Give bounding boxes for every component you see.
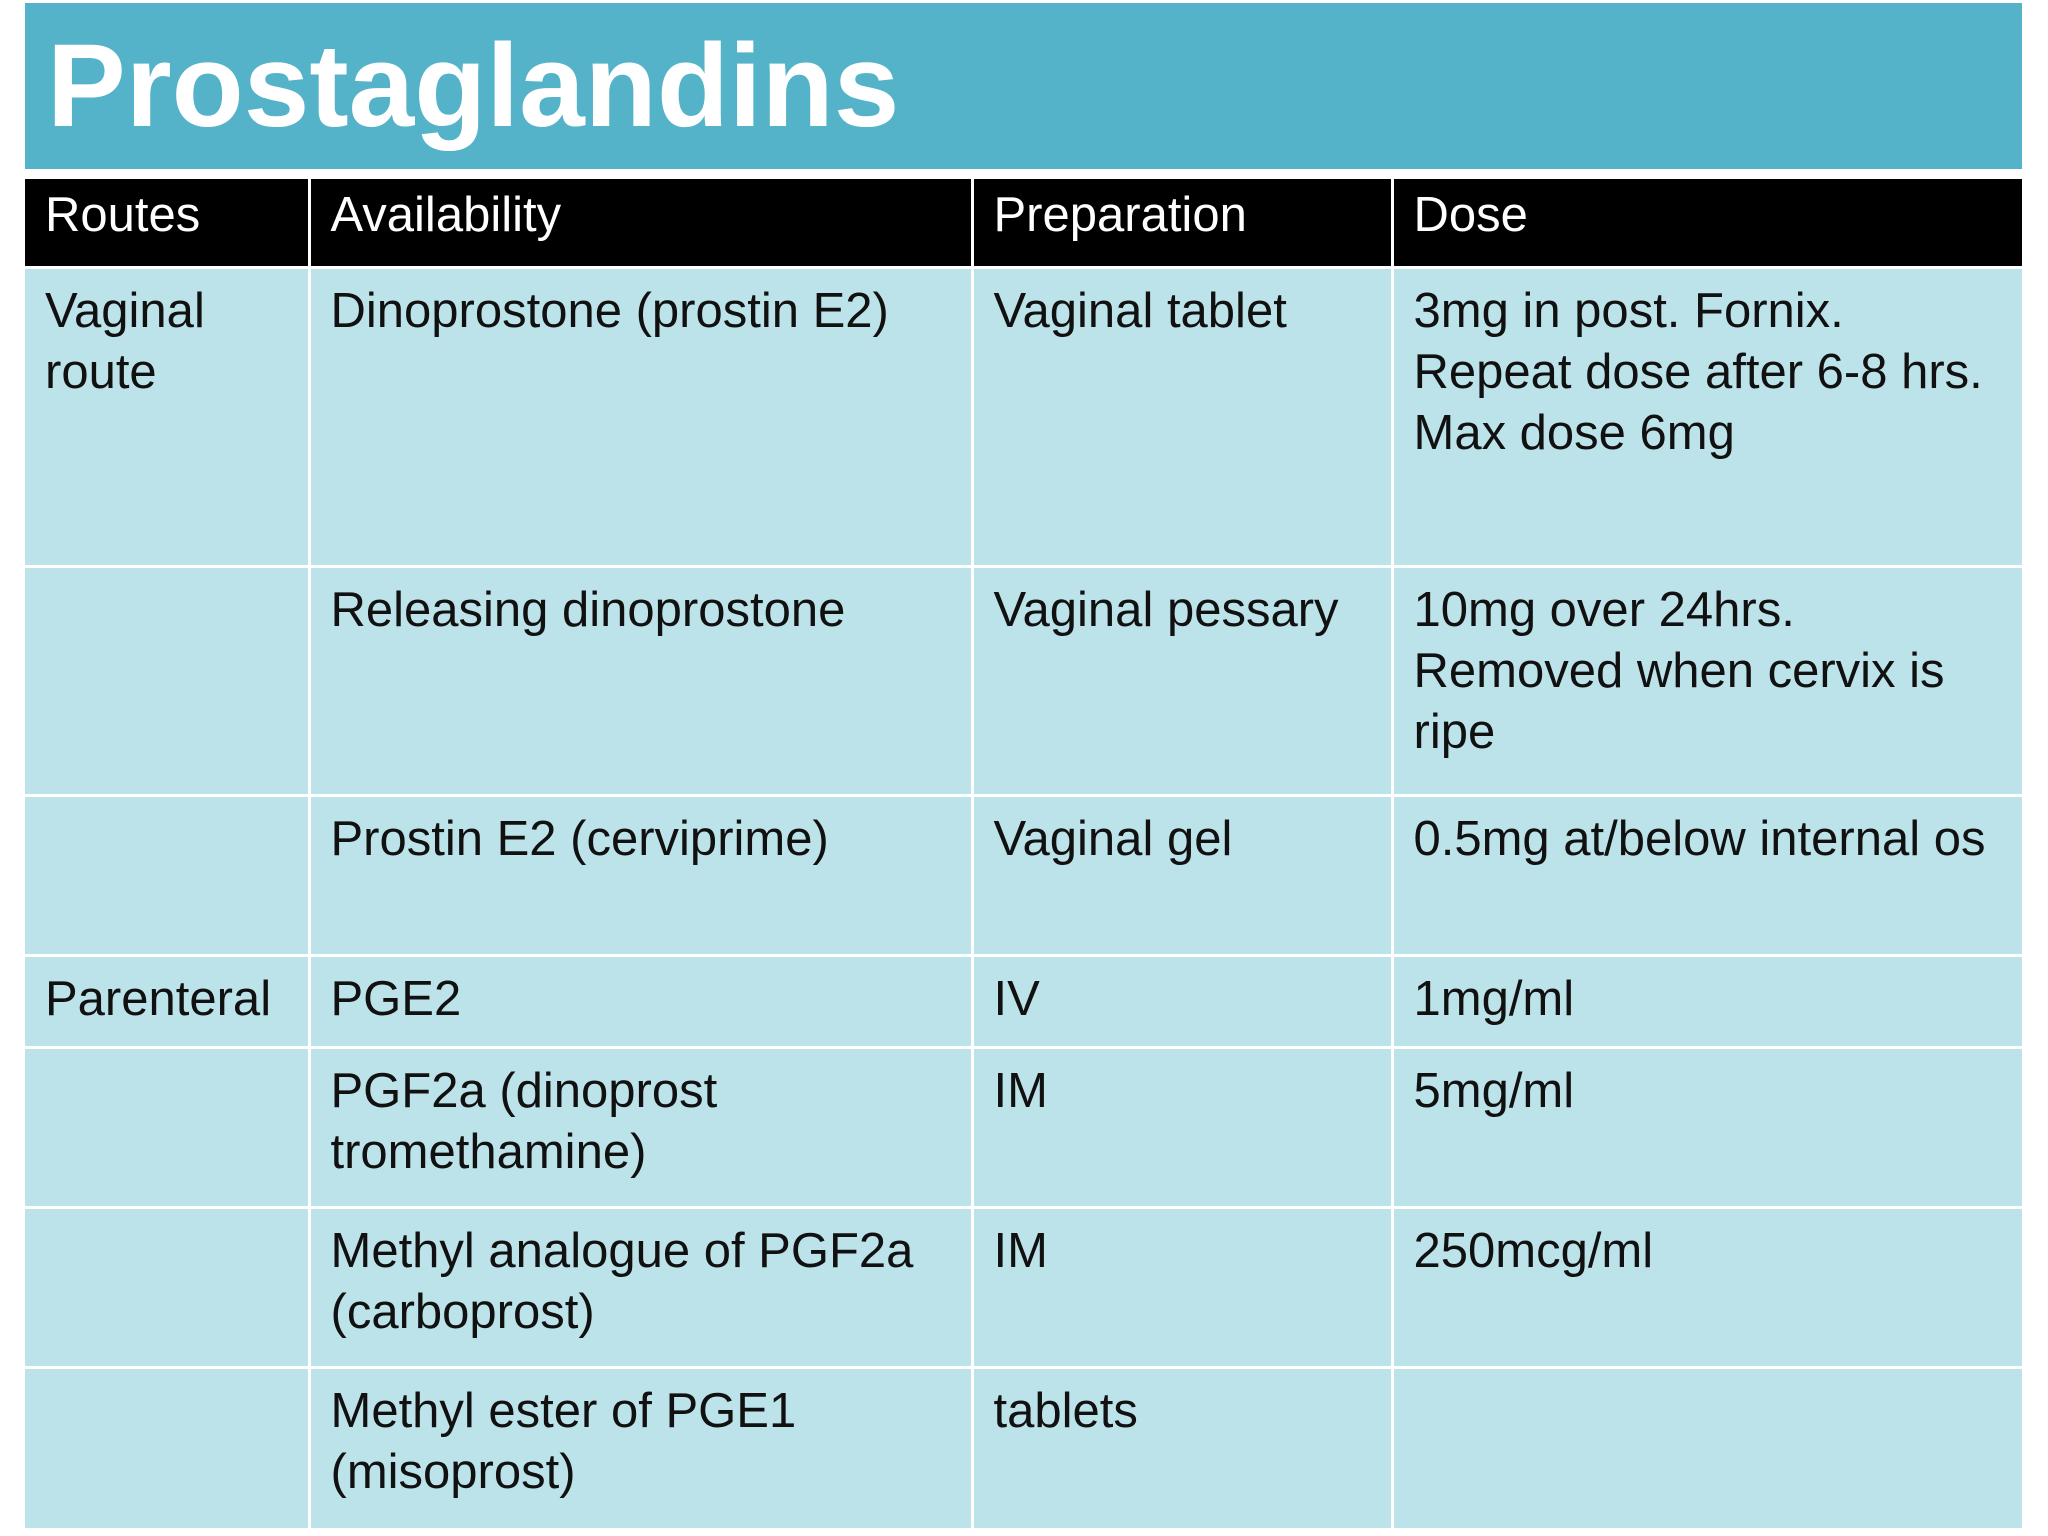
slide-title: Prostaglandins [47, 20, 900, 152]
cell-preparation: tablets [972, 1368, 1392, 1528]
cell-dose: 10mg over 24hrs. Removed when cervix is ripe [1392, 567, 2022, 796]
table-row [25, 956, 2022, 1048]
cell-dose [1392, 1368, 2022, 1528]
table-row [25, 1208, 2022, 1368]
header-dose: Dose [1392, 179, 2022, 268]
table-row [25, 567, 2022, 796]
title-bar [25, 3, 2022, 169]
cell-preparation: IV [972, 956, 1392, 1048]
cell-availability: PGF2a (dinoprost tromethamine) [309, 1048, 972, 1208]
cell-preparation: IM [972, 1208, 1392, 1368]
cell-availability: Releasing dinoprostone [309, 567, 972, 796]
cell-routes [25, 567, 309, 796]
cell-availability: Prostin E2 (cerviprime) [309, 796, 972, 956]
cell-dose: 5mg/ml [1392, 1048, 2022, 1208]
header-routes: Routes [25, 179, 309, 268]
cell-availability: Methyl ester of PGE1 (misoprost) [309, 1368, 972, 1528]
cell-preparation: Vaginal tablet [972, 268, 1392, 567]
cell-availability: Dinoprostone (prostin E2) [309, 268, 972, 567]
table-header-row [25, 179, 2022, 268]
cell-routes [25, 796, 309, 956]
cell-availability: PGE2 [309, 956, 972, 1048]
table-row [25, 268, 2022, 567]
cell-routes: Parenteral [25, 956, 309, 1048]
cell-dose: 250mcg/ml [1392, 1208, 2022, 1368]
cell-dose: 0.5mg at/below internal os [1392, 796, 2022, 956]
cell-dose: 3mg in post. Fornix. Repeat dose after 6-8 hrs. Max dose 6mg [1392, 268, 2022, 567]
cell-preparation: IM [972, 1048, 1392, 1208]
prostaglandins-table [25, 179, 2022, 1528]
cell-routes [25, 1048, 309, 1208]
cell-availability: Methyl analogue of PGF2a (carboprost) [309, 1208, 972, 1368]
cell-routes: Vaginal route [25, 268, 309, 567]
cell-preparation: Vaginal pessary [972, 567, 1392, 796]
table-row [25, 1048, 2022, 1208]
header-preparation: Preparation [972, 179, 1392, 268]
cell-preparation: Vaginal gel [972, 796, 1392, 956]
cell-dose: 1mg/ml [1392, 956, 2022, 1048]
table-row [25, 796, 2022, 956]
header-availability: Availability [309, 179, 972, 268]
cell-routes [25, 1368, 309, 1528]
cell-routes [25, 1208, 309, 1368]
table-row [25, 1368, 2022, 1528]
